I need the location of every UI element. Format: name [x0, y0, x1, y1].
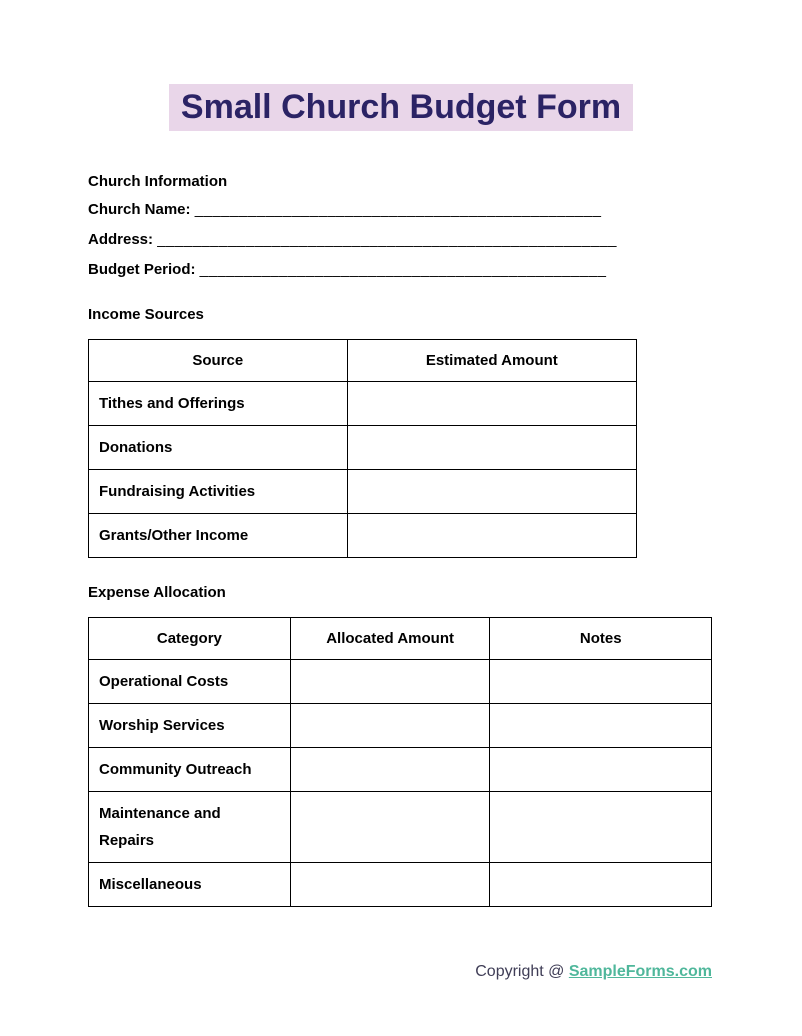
- budget-period-field: [88, 260, 714, 280]
- allocated-amount-cell: [290, 660, 490, 704]
- table-row: [89, 514, 637, 558]
- church-name-blank-line: ______________________________________________: [194, 201, 602, 219]
- income-sources-table: [88, 339, 637, 558]
- church-information-section: [88, 173, 714, 280]
- expense-row-label: Maintenance and Repairs: [89, 792, 291, 863]
- address-label: Address:: [88, 231, 154, 249]
- expense-row-label: Miscellaneous: [89, 863, 291, 907]
- estimated-amount-cell: [347, 426, 636, 470]
- income-row-label: Tithes and Offerings: [89, 382, 348, 426]
- sampleforms-link[interactable]: SampleForms.com: [568, 963, 712, 980]
- table-row: [89, 748, 712, 792]
- expense-header-category: Category: [89, 618, 291, 660]
- table-row: [89, 426, 637, 470]
- allocated-amount-cell: [290, 863, 490, 907]
- expense-header-notes: Notes: [490, 618, 712, 660]
- expense-row-label: Operational Costs: [89, 660, 291, 704]
- table-row: [89, 863, 712, 907]
- budget-period-blank-line: ______________________________________________: [199, 261, 607, 279]
- address-blank-line: ____________________________________________________: [157, 231, 618, 249]
- allocated-amount-cell: [290, 704, 490, 748]
- income-row-label: Donations: [89, 426, 348, 470]
- income-header-estimated-amount: Estimated Amount: [347, 340, 636, 382]
- income-table-header-row: [89, 340, 637, 382]
- income-header-source: Source: [89, 340, 348, 382]
- expense-allocation-heading: Expense Allocation: [88, 584, 226, 602]
- budget-period-label: Budget Period:: [88, 261, 196, 279]
- allocated-amount-cell: [290, 748, 490, 792]
- expense-row-label: Worship Services: [89, 704, 291, 748]
- expense-allocation-table: [88, 617, 712, 907]
- income-sources-heading: Income Sources: [88, 306, 204, 324]
- notes-cell: [490, 748, 712, 792]
- estimated-amount-cell: [347, 470, 636, 514]
- estimated-amount-cell: [347, 382, 636, 426]
- estimated-amount-cell: [347, 514, 636, 558]
- allocated-amount-cell: [290, 792, 490, 863]
- income-row-label: Fundraising Activities: [89, 470, 348, 514]
- title-container: [0, 0, 802, 131]
- page-title: Small Church Budget Form: [169, 84, 633, 131]
- table-row: [89, 704, 712, 748]
- expense-header-allocated-amount: Allocated Amount: [290, 618, 490, 660]
- table-row: [89, 792, 712, 863]
- church-name-field: [88, 200, 714, 220]
- table-row: [89, 660, 712, 704]
- expense-table-header-row: [89, 618, 712, 660]
- notes-cell: [490, 792, 712, 863]
- notes-cell: [490, 704, 712, 748]
- table-row: [89, 382, 637, 426]
- footer: [475, 963, 712, 981]
- church-information-heading: Church Information: [88, 173, 228, 191]
- notes-cell: [490, 863, 712, 907]
- notes-cell: [490, 660, 712, 704]
- expense-row-label: Community Outreach: [89, 748, 291, 792]
- income-row-label: Grants/Other Income: [89, 514, 348, 558]
- copyright-text: Copyright @: [475, 963, 569, 980]
- address-field: [88, 230, 714, 250]
- table-row: [89, 470, 637, 514]
- church-name-label: Church Name:: [88, 201, 191, 219]
